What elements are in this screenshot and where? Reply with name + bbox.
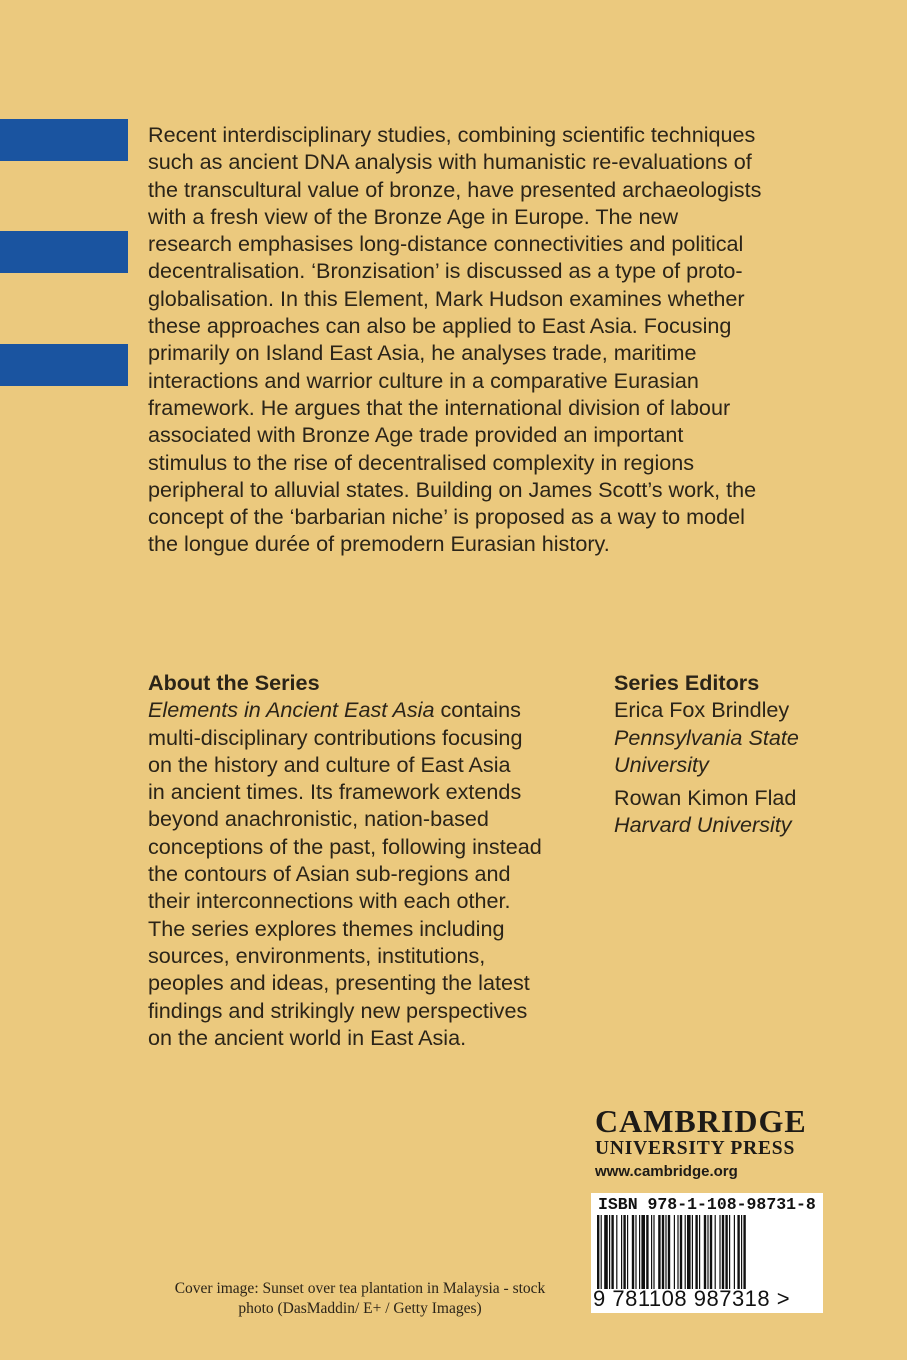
series-title: Elements in Ancient East Asia xyxy=(148,697,435,723)
series-line: their interconnections with each other. xyxy=(148,888,511,914)
blurb-line: framework. He argues that the international division of labour xyxy=(148,394,731,420)
series-editors xyxy=(614,669,874,839)
cover-image-credit xyxy=(150,1279,570,1319)
blurb-line: associated with Bronze Age trade provided an important xyxy=(148,422,684,448)
editor-name: Rowan Kimon Flad xyxy=(614,785,797,811)
editor-affiliation: Pennsylvania State xyxy=(614,724,799,750)
blurb-line: Recent interdisciplinary studies, combining scientific techniques xyxy=(148,122,756,147)
about-series xyxy=(148,669,608,1051)
blurb-line: primarily on Island East Asia, he analyses trade, maritime xyxy=(148,340,697,366)
publisher-url: www.cambridge.org xyxy=(595,1163,738,1180)
blurb-line: concept of the ‘barbarian niche’ is proposed as a way to model xyxy=(148,504,745,530)
accent-bar-top xyxy=(0,119,128,161)
blurb-line: research emphasises long-distance connectivities and political xyxy=(148,231,744,257)
credit-line: photo (DasMaddin/ E+ / Getty Images) xyxy=(238,1300,482,1317)
accent-bar-bottom xyxy=(0,344,128,386)
publisher-name: CAMBRIDGE xyxy=(595,1103,807,1139)
series-line: sources, environments, institutions, xyxy=(148,942,486,968)
barcode-bars xyxy=(597,1215,807,1289)
blurb-line: stimulus to the rise of decentralised complexity in regions xyxy=(148,449,695,475)
series-line: conceptions of the past, following instead xyxy=(148,833,542,859)
blurb-line: interactions and warrior culture in a comparative Eurasian xyxy=(148,367,699,393)
series-first-line-rest: contains xyxy=(434,697,521,723)
editor-affiliation: University xyxy=(614,751,709,777)
series-line: The series explores themes including xyxy=(148,915,505,941)
series-editors-heading: Series Editors xyxy=(614,670,760,695)
blurb-line: these approaches can also be applied to East Asia. Focusing xyxy=(148,313,732,339)
series-line: the contours of Asian sub-regions and xyxy=(148,861,511,887)
about-series-heading: About the Series xyxy=(148,670,320,695)
editor-affiliation: Harvard University xyxy=(614,812,792,838)
blurb-line: the transcultural value of bronze, have presented archaeologists xyxy=(148,176,762,202)
blurb-line: with a fresh view of the Bronze Age in Europe. The new xyxy=(148,203,679,229)
blurb-line: globalisation. In this Element, Mark Hudson examines whether xyxy=(148,285,745,311)
blurb-line: peripheral to alluvial states. Building on James Scott’s work, the xyxy=(148,476,757,502)
blurb-line: such as ancient DNA analysis with humanistic re-evaluations of xyxy=(148,149,752,175)
isbn-barcode xyxy=(591,1193,823,1313)
series-line: multi-disciplinary contributions focusing xyxy=(148,724,523,750)
series-line: beyond anachronistic, nation-based xyxy=(148,806,489,832)
editor-name: Erica Fox Brindley xyxy=(614,697,790,723)
series-first-line xyxy=(148,696,608,723)
series-line: findings and strikingly new perspectives xyxy=(148,997,528,1023)
book-blurb xyxy=(148,121,848,558)
publisher-logo xyxy=(595,1104,835,1182)
publisher-subtitle: UNIVERSITY PRESS xyxy=(595,1138,796,1159)
credit-line: Cover image: Sunset over tea plantation in Malaysia - stock xyxy=(174,1280,546,1297)
series-line: peoples and ideas, presenting the latest xyxy=(148,970,530,996)
isbn-label: ISBN 978-1-108-98731-8 xyxy=(598,1195,816,1214)
barcode-digits: 9 781108 987318 > xyxy=(593,1286,791,1311)
series-line: in ancient times. Its framework extends xyxy=(148,779,522,805)
accent-bar-middle xyxy=(0,231,128,273)
blurb-line: decentralisation. ‘Bronzisation’ is discussed as a type of proto- xyxy=(148,258,743,284)
series-line: on the history and culture of East Asia xyxy=(148,751,511,777)
blurb-line: the longue durée of premodern Eurasian history. xyxy=(148,531,610,557)
series-line: on the ancient world in East Asia. xyxy=(148,1024,467,1050)
